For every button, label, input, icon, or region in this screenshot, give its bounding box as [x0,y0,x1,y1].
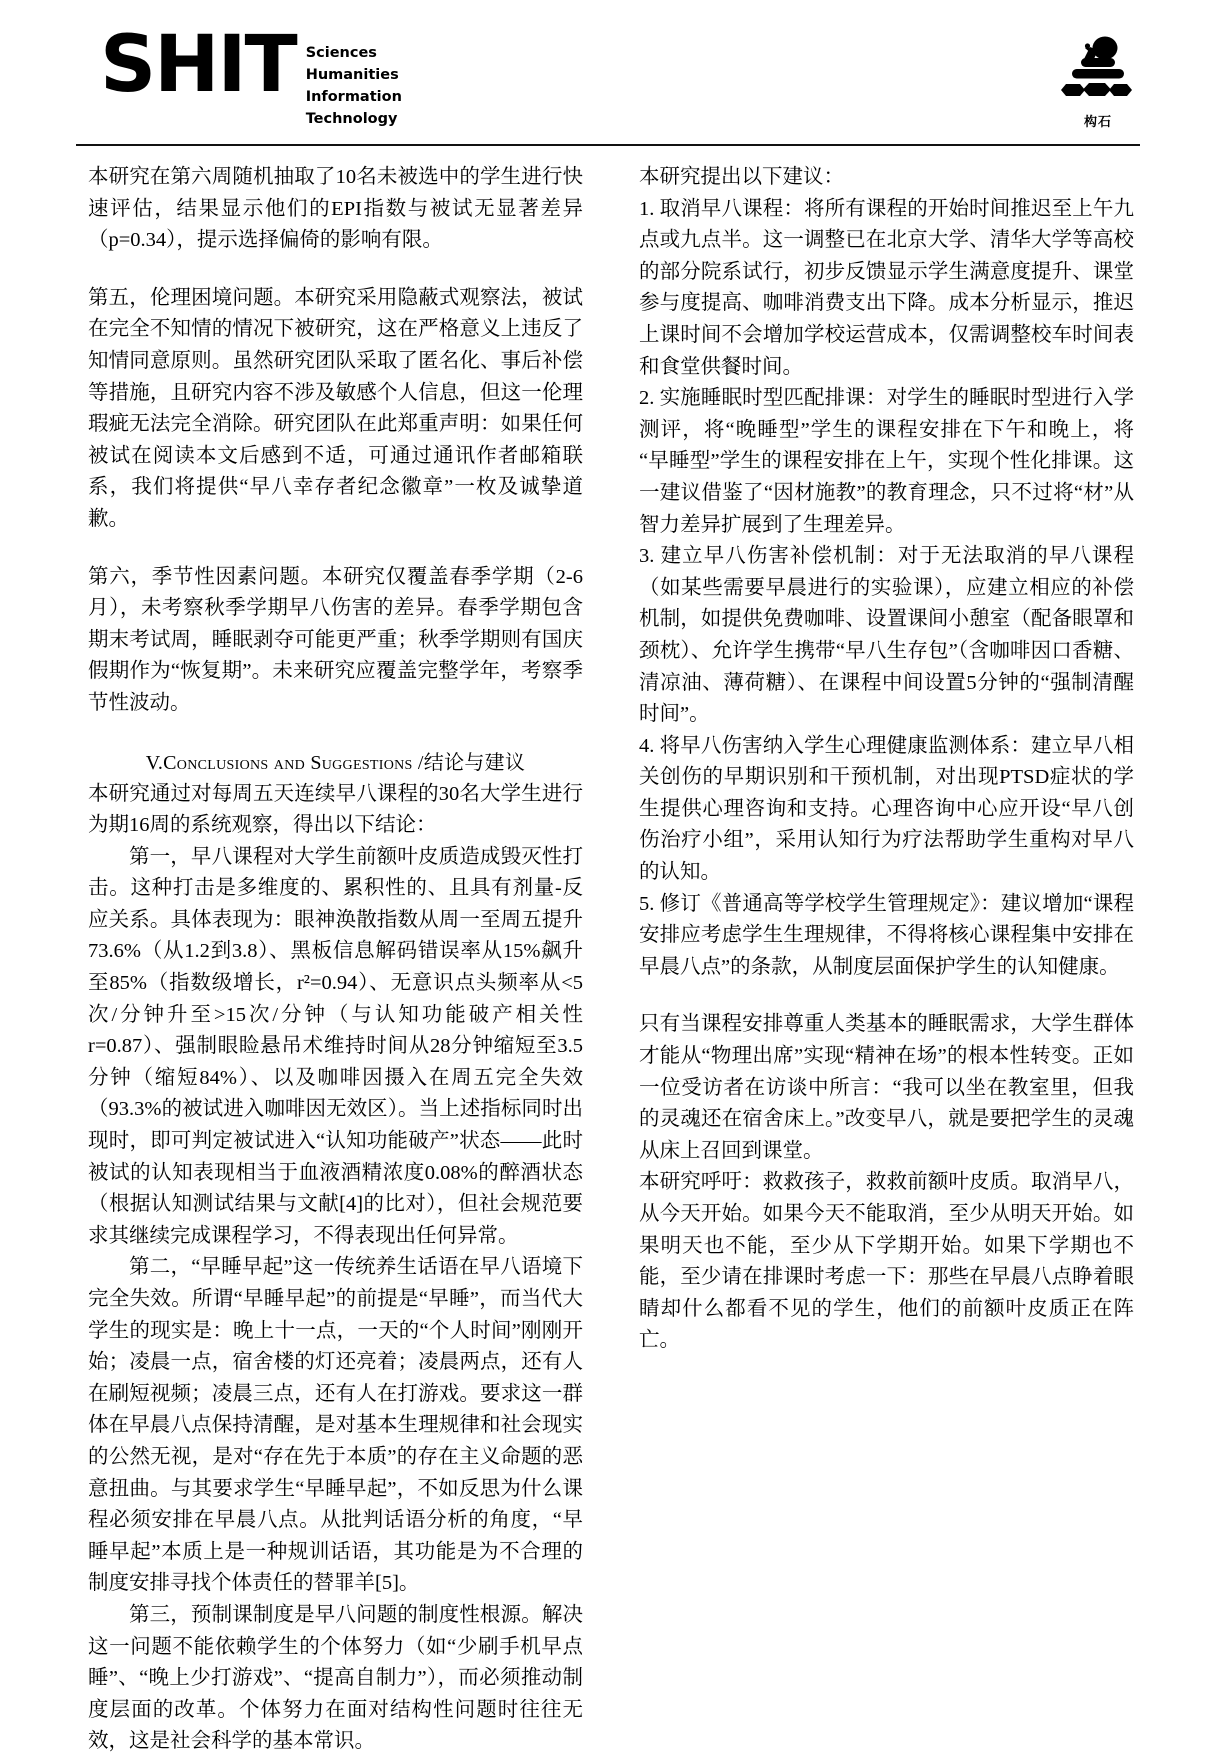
masthead-divider [76,144,1140,146]
body-columns [88,162,1140,1758]
paragraph-closing-2: 本研究呼吁：救救孩子，救救前额叶皮质。取消早八，从今天开始。如果今天不能取消，至少从明天开始。如果明天也不能，至少从下学期开始。如果下学期也不能，至少请在排课时考虑一下：那些在早晨八点睁着眼睛却什么都看不见的学生，他们的前额叶皮质正在阵亡。 [639,1171,1134,1352]
paragraph-limitation-5: 第五，伦理困境问题。本研究采用隐蔽式观察法，被试在完全不知情的情况下被研究，这在严格意义上违反了知情同意原则。虽然研究团队采取了匿名化、事后补偿等措施，且研究内容不涉及敏感个人信息，但这一伦理瑕疵无法完全消除。研究团队在此郑重声明：如果任何被试在阅读本文后感到不适，可通过通讯作者邮箱联系，我们将提供“早八幸存者纪念徽章”一枚及诚挚道歉。 [88,286,583,530]
paragraph-conclusion-3: 第三，预制课制度是早八问题的制度性根源。解决这一问题不能依赖学生的个体努力（如“少刷手机早点睡”、“晚上少打游戏”、“提高自制力”），而必须推动制度层面的改革。个体努力在面对结构性问题时往往无效，这是社会科学的基本常识。 [88,1603,583,1753]
journal-name-expansion [306,28,402,130]
recommendation-item-4: 4. 将早八伤害纳入学生心理健康监测体系：建立早八相关创伤的早期识别和干预机制，对出现PTSD症状的学生提供心理咨询和支持。心理咨询中心应开设“早八创伤治疗小组”，采用认知行为疗法帮助学生重构对早八的认知。 [639,734,1134,884]
masthead [100,20,1146,138]
paragraph-limitation-4-tail: 本研究在第六周随机抽取了10名未被选中的学生进行快速评估，结果显示他们的EPI指数与被试无显著差异（p=0.34），提示选择偏倚的影响有限。 [88,166,583,252]
paragraph-limitation-6: 第六，季节性因素问题。本研究仅覆盖春季学期（2-6月），未考察秋季学期早八伤害的差异。春季学期包含期末考试周，睡眠剥夺可能更严重；秋季学期则有国庆假期作为“恢复期”。未来研究应覆盖完整学年，考察季节性波动。 [88,565,583,714]
recommendation-item-3: 3. 建立早八伤害补偿机制：对于无法取消的早八课程（如某些需要早晨进行的实验课），应建立相应的补偿机制，如提供免费咖啡、设置课间小憩室（配备眼罩和颈枕）、允许学生携带“早八生存包”（含咖啡因口香糖、清凉油、薄荷糖）、在课程中间设置5分钟的“强制清醒时间”。 [639,545,1134,726]
paragraph-closing-1: 只有当课程安排尊重人类基本的睡眠需求，大学生群体才能从“物理出席”实现“精神在场”的根本性转变。正如一位受访者在访谈中所言：“我可以坐在教室里，但我的灵魂还在宿舍床上。”改变早八，就是要把学生的灵魂从床上召回到课堂。 [639,1013,1134,1162]
journal-brand [100,20,402,130]
publisher-logo [1050,34,1146,130]
right-column [639,162,1134,1357]
paragraph-suggestions-intro: 本研究提出以下建议： [639,166,844,188]
expansion-line-information: Information [305,89,402,106]
expansion-line-humanities: Humanities [305,67,399,84]
recommendation-item-1: 1. 取消早八课程：将所有课程的开始时间推迟至上午九点或九点半。这一调整已在北京大学、清华大学等高校的部分院系试行，初步反馈显示学生满意度提升、课堂参与度提高、咖啡消费支出下降。成本分析显示，推迟上课时间不会增加学校运营成本，仅需调整校车时间表和食堂供餐时间。 [639,197,1134,378]
paragraph-conclusions-intro: 本研究通过对每周五天连续早八课程的30名大学生进行为期16周的系统观察，得出以下结论： [88,782,583,837]
expansion-line-sciences: Sciences [305,45,377,61]
recommendation-item-2: 2. 实施睡眠时型匹配排课：对学生的睡眠时型进行入学测评，将“晚睡型”学生的课程安排在下午和晚上，将“早睡型”学生的课程安排在上午，实现个性化排课。这一建议借鉴了“因材施教”的教育理念，只不过将“材”从智力差异扩展到了生理差异。 [639,387,1134,536]
expansion-line-technology: Technology [305,111,398,128]
recommendation-item-5: 5. 修订《普通高等学校学生管理规定》：建议增加“课程安排应考虑学生生理规律，不得将核心课程集中安排在早晨八点”的条款，从制度层面保护学生的认知健康。 [639,892,1134,978]
paragraph-conclusion-1: 第一，早八课程对大学生前额叶皮质造成毁灭性打击。这种打击是多维度的、累积性的、且具有剂量-反应关系。具体表现为：眼神涣散指数从周一至周五提升73.6%（从1.2到3.8）、黑板信息解码错误率从15%飙升至85%（指数级增长，r²=0.94）、无意识点头频率从<5次/分钟升至>15次/分钟（与认知功能破产相关性r=0.87）、强制眼睑悬吊术维持时间从28分钟缩短至3.5分钟（缩短84%）、以及咖啡因摄入在周五完全失效（93.3%的被试进入咖啡因无效区）。当上述指标同时出现时，即可判定被试进入“认知功能破产”状态——此时被试的认知表现相当于血液酒精浓度0.08%的醉酒状态（根据认知测试结果与文献[4]的比对），但社会规范要求其继续完成课程学习，不得表现出任何异常。 [88,845,583,1247]
section-heading-conclusions: V.Conclusions and Suggestions /结论与建议 [145,751,526,774]
paragraph-conclusion-2: 第二，“早睡早起”这一传统养生话语在早八语境下完全失效。所谓“早睡早起”的前提是“早睡”，而当代大学生的现实是：晚上十一点，一天的“个人时间”刚刚开始；凌晨一点，宿舍楼的灯还亮着；凌晨两点，还有人在刷短视频；凌晨三点，还有人在打游戏。要求这一群体在早晨八点保持清醒，是对基本生理规律和社会现实的公然无视，是对“存在先于本质”的存在主义命题的恶意扭曲。与其要求学生“早睡早起”，不如反思为什么课程必须安排在早晨八点。从批判话语分析的角度，“早睡早起”本质上是一种规训话语，其功能是为不合理的制度安排寻找个体责任的替罪羊[5]。 [88,1256,583,1595]
journal-page [0,20,1224,1753]
left-column [88,162,583,1758]
cairn-stack-icon [1054,34,1142,110]
journal-wordmark: SHIT [100,20,296,110]
recommendations-list [639,194,1134,984]
publisher-name: 构石 [1083,115,1112,130]
